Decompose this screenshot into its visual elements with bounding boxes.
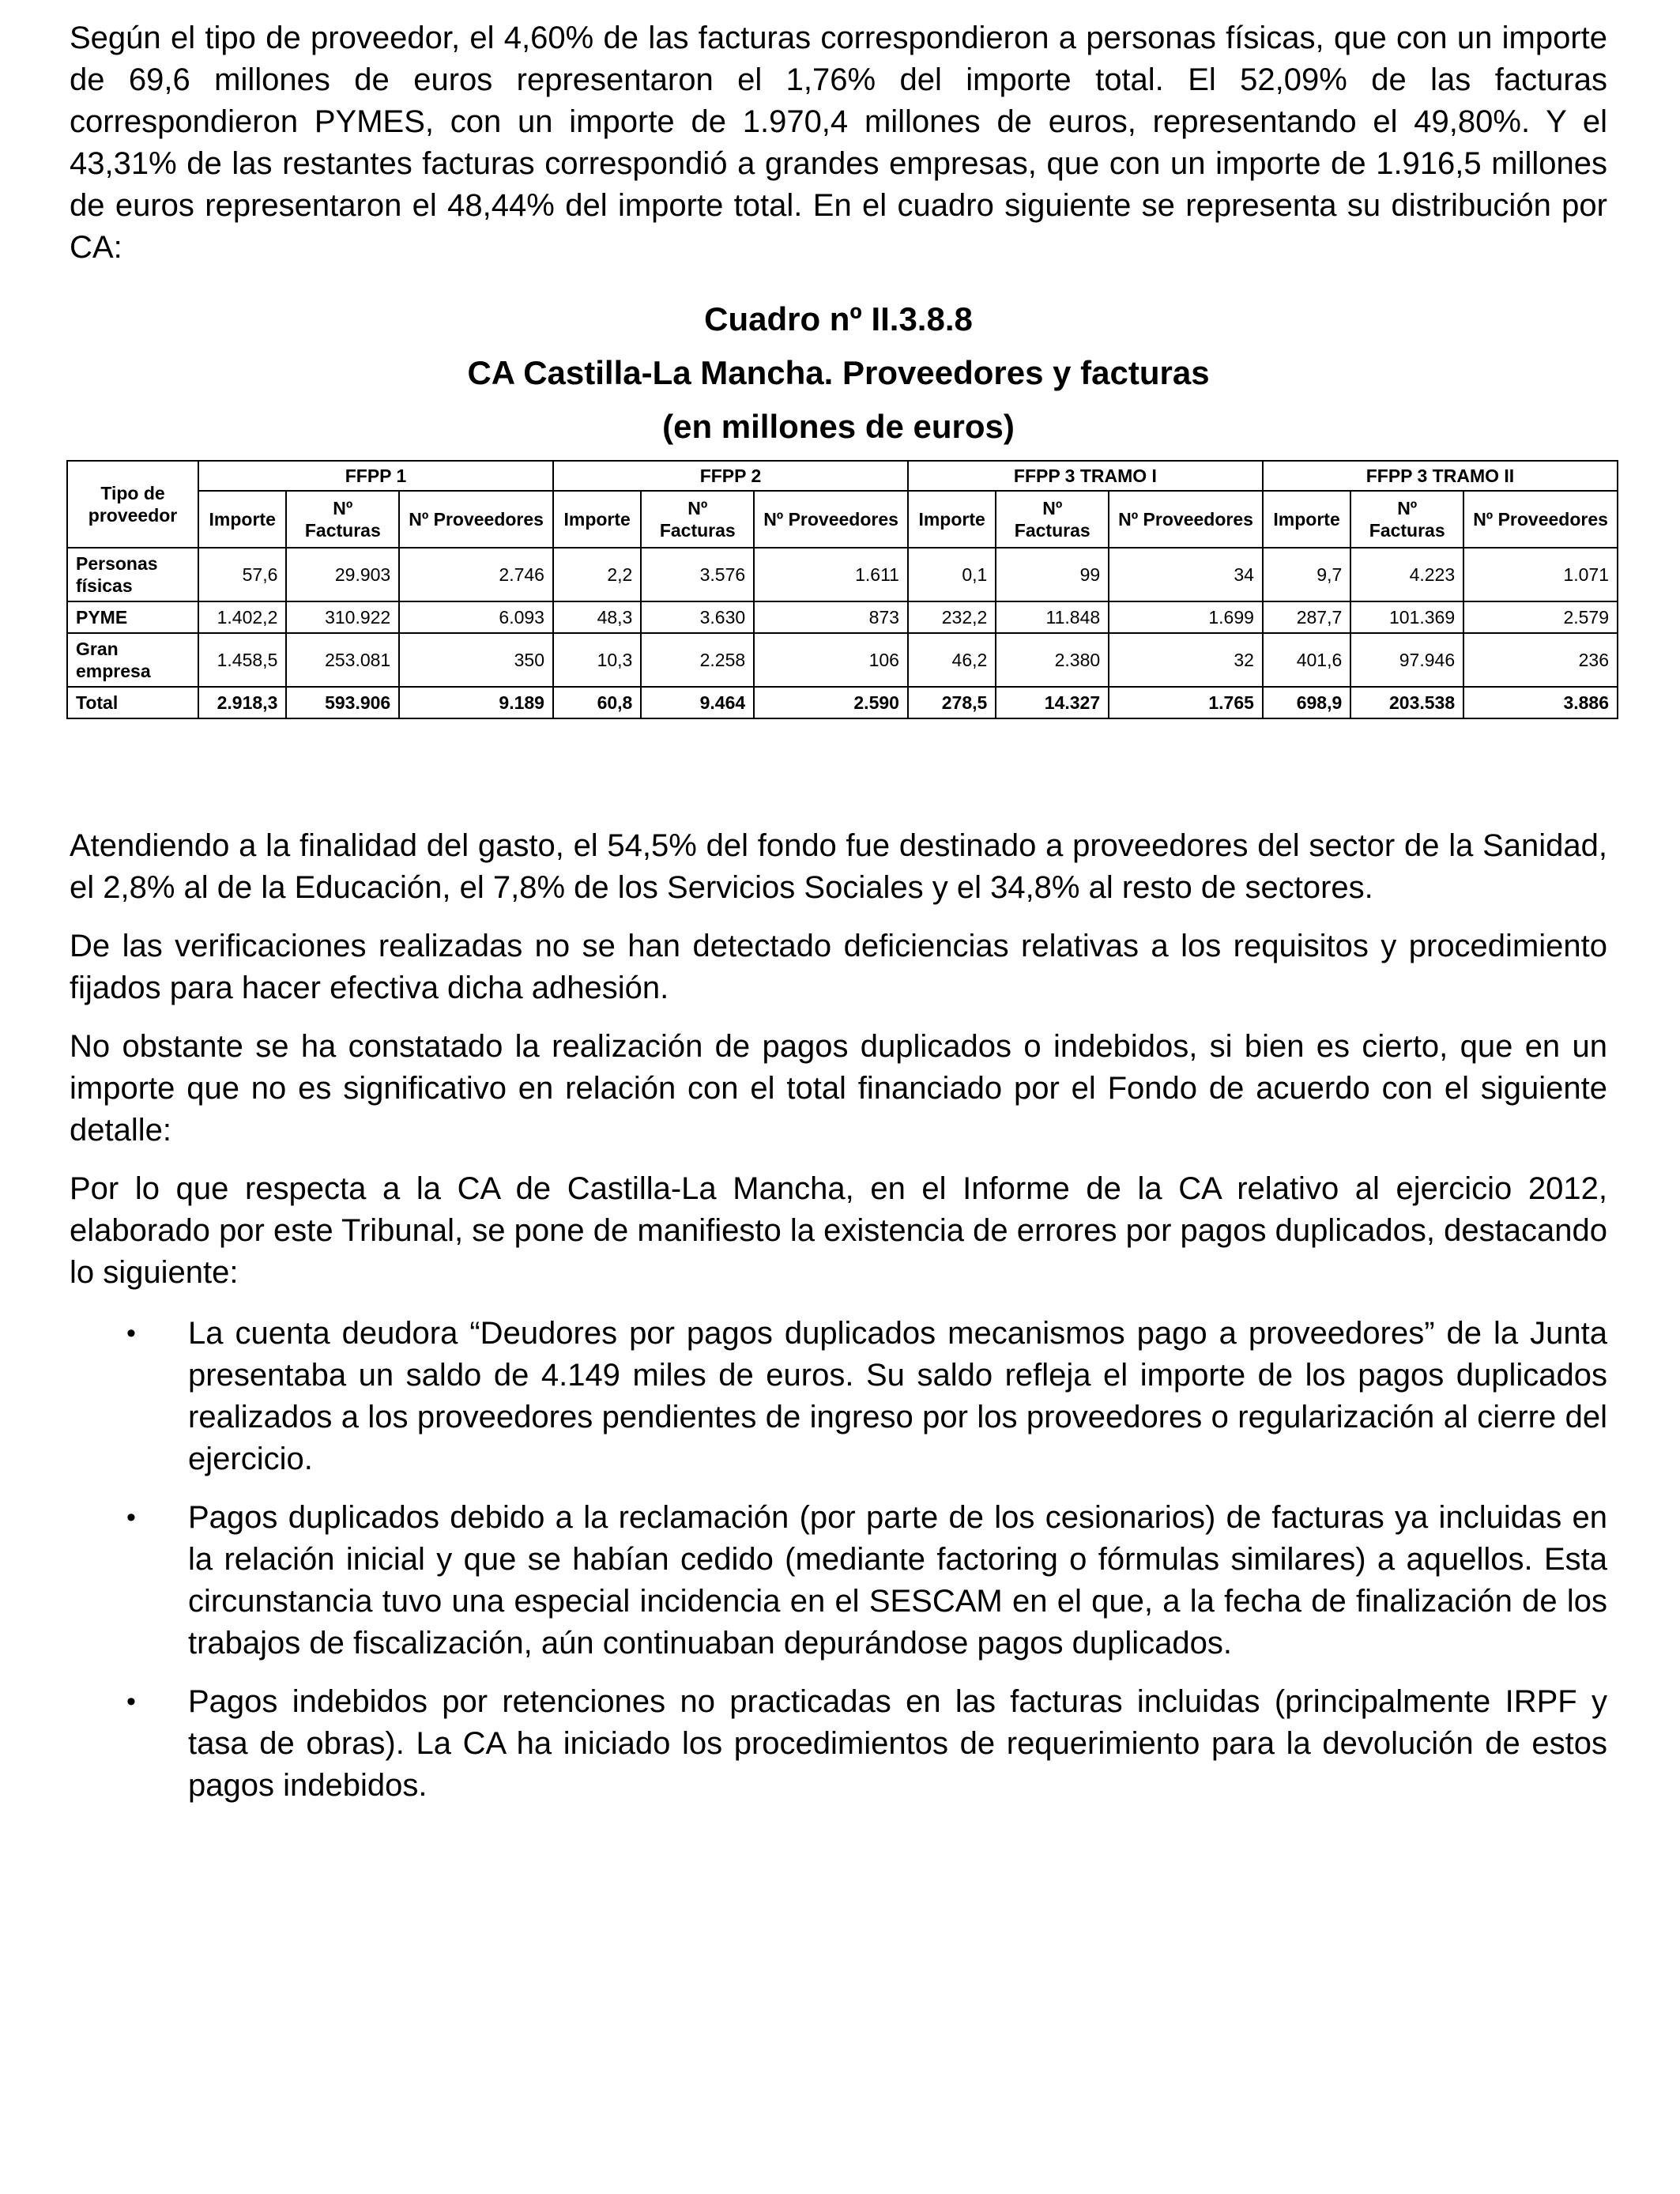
table-cell: 4.223 xyxy=(1350,548,1463,601)
table-cell: 1.699 xyxy=(1109,601,1263,633)
table-cell: 57,6 xyxy=(198,548,286,601)
row-label: Gran empresa xyxy=(67,633,198,687)
paragraph-castilla-la-mancha: Por lo que respecta a la CA de Castilla-La Mancha, en el Informe de la CA relativo al ejercicio 2012, elaborado por este Tribunal, se pone de manifiesto la existencia de errores por pagos duplicados, destacando lo siguiente: xyxy=(70,1171,1607,1290)
table-cell: 97.946 xyxy=(1350,633,1463,687)
table-cell: 232,2 xyxy=(908,601,996,633)
table-cell: 6.093 xyxy=(399,601,553,633)
table-cell: 60,8 xyxy=(553,687,641,718)
table-title-number: Cuadro nº II.3.8.8 xyxy=(704,300,973,337)
table-title-subject: CA Castilla-La Mancha. Proveedores y facturas xyxy=(467,354,1210,391)
bullet-icon: • xyxy=(126,1687,136,1717)
table-cell: 9.464 xyxy=(641,687,754,718)
list-item xyxy=(70,1681,1607,1807)
bullet-icon: • xyxy=(126,1318,136,1348)
table-cell: 287,7 xyxy=(1263,601,1350,633)
table-cell: 1.071 xyxy=(1463,548,1618,601)
list-item-text: Pagos indebidos por retenciones no practicadas en las facturas incluidas (principalmente IRPF y tasa de obras). La CA ha iniciado los procedimientos de requerimiento para la devolución de estos pagos indebidos. xyxy=(188,1684,1607,1803)
table-cell: 9.189 xyxy=(399,687,553,718)
table-cell: 2,2 xyxy=(553,548,641,601)
table-group-header-row xyxy=(67,461,1618,491)
subheader-proveedores: Nº Proveedores xyxy=(754,491,908,548)
table-cell: 3.886 xyxy=(1463,687,1618,718)
subheader-facturas: Nº Facturas xyxy=(286,491,399,548)
table-cell: 3.576 xyxy=(641,548,754,601)
row-header-cell: Tipo de proveedor xyxy=(67,461,198,548)
group-header-ffpp1: FFPP 1 xyxy=(198,461,553,491)
document-body-lower xyxy=(70,825,1607,1823)
table-cell: 350 xyxy=(399,633,553,687)
table-cell: 11.848 xyxy=(996,601,1109,633)
row-label: Total xyxy=(67,687,198,718)
table-cell: 9,7 xyxy=(1263,548,1350,601)
table-cell: 2.918,3 xyxy=(198,687,286,718)
subheader-facturas: Nº Facturas xyxy=(641,491,754,548)
subheader-facturas: Nº Facturas xyxy=(996,491,1109,548)
table-cell: 3.630 xyxy=(641,601,754,633)
table-cell: 1.402,2 xyxy=(198,601,286,633)
table-row xyxy=(67,548,1618,601)
table-cell: 593.906 xyxy=(286,687,399,718)
table-row xyxy=(67,633,1618,687)
table-cell: 29.903 xyxy=(286,548,399,601)
table-cell: 278,5 xyxy=(908,687,996,718)
subheader-importe: Importe xyxy=(198,491,286,548)
subheader-proveedores: Nº Proveedores xyxy=(1109,491,1263,548)
subheader-importe: Importe xyxy=(1263,491,1350,548)
paragraph-finalidad: Atendiendo a la finalidad del gasto, el 54,5% del fondo fue destinado a proveedores del sector de la Sanidad, el 2,8% al de la Educación, el 7,8% de los Servicios Sociales y el 34,8% al resto de sectores. xyxy=(70,828,1607,905)
table-cell: 34 xyxy=(1109,548,1263,601)
table-cell: 2.258 xyxy=(641,633,754,687)
list-item-text: La cuenta deudora “Deudores por pagos duplicados mecanismos pago a proveedores” de la Junta presentaba un saldo de 4.149 miles de euros. Su saldo refleja el importe de los pagos duplicados realizados a los proveedores pendientes de ingreso por los proveedores o regularización al cierre del ejercicio. xyxy=(188,1316,1607,1476)
intro-paragraph: Según el tipo de proveedor, el 4,60% de las facturas correspondieron a personas físicas, que con un importe de 69,6 millones de euros representaron el 1,76% del importe total. El 52,09% de las facturas correspondieron PYMES, con un importe de 1.970,4 millones de euros, representando el 49,80%. Y el 43,31% de las restantes facturas correspondió a grandes empresas, que con un importe de 1.916,5 millones de euros representaron el 48,44% del importe total. En el cuadro siguiente se representa su distribución por CA: xyxy=(70,21,1607,265)
table-cell: 2.579 xyxy=(1463,601,1618,633)
table-cell: 48,3 xyxy=(553,601,641,633)
table-cell: 253.081 xyxy=(286,633,399,687)
table-cell: 2.380 xyxy=(996,633,1109,687)
table-cell: 236 xyxy=(1463,633,1618,687)
list-item xyxy=(70,1497,1607,1664)
table-subheader-row xyxy=(67,491,1618,548)
paragraph-pagos-duplicados: No obstante se ha constatado la realización de pagos duplicados o indebidos, si bien es cierto, que en un importe que no es significativo en relación con el total financiado por el Fondo de acuerdo con el siguiente detalle: xyxy=(70,1029,1607,1148)
subheader-importe: Importe xyxy=(908,491,996,548)
table-row xyxy=(67,601,1618,633)
table-cell: 873 xyxy=(754,601,908,633)
table-cell: 10,3 xyxy=(553,633,641,687)
table-cell: 1.458,5 xyxy=(198,633,286,687)
subheader-facturas: Nº Facturas xyxy=(1350,491,1463,548)
group-header-ffpp3-tramo1: FFPP 3 TRAMO I xyxy=(908,461,1263,491)
table-cell: 14.327 xyxy=(996,687,1109,718)
table-title-units: (en millones de euros) xyxy=(662,408,1015,445)
table-cell: 2.746 xyxy=(399,548,553,601)
table-cell: 698,9 xyxy=(1263,687,1350,718)
group-header-ffpp3-tramo2: FFPP 3 TRAMO II xyxy=(1263,461,1618,491)
table-cell: 401,6 xyxy=(1263,633,1350,687)
paragraph-verificaciones: De las verificaciones realizadas no se han detectado deficiencias relativas a los requisitos y procedimiento fijados para hacer efectiva dicha adhesión. xyxy=(70,929,1607,1005)
table-cell: 46,2 xyxy=(908,633,996,687)
row-label: PYME xyxy=(67,601,198,633)
table-cell: 1.765 xyxy=(1109,687,1263,718)
table-cell: 1.611 xyxy=(754,548,908,601)
table-total-row xyxy=(67,687,1618,718)
table-cell: 203.538 xyxy=(1350,687,1463,718)
table-cell: 32 xyxy=(1109,633,1263,687)
subheader-importe: Importe xyxy=(553,491,641,548)
table-cell: 0,1 xyxy=(908,548,996,601)
table-cell: 99 xyxy=(996,548,1109,601)
list-item-text: Pagos duplicados debido a la reclamación (por parte de los cesionarios) de facturas ya incluidas en la relación inicial y que se habían cedido (mediante factoring o fórmulas similares) a aquellos. Esta circunstancia tuvo una especial incidencia en el SESCAM en el que, a la fecha de finalización de los trabajos de fiscalización, aún continuaban depurándose pagos duplicados. xyxy=(188,1500,1607,1661)
subheader-proveedores: Nº Proveedores xyxy=(1463,491,1618,548)
table-title xyxy=(70,292,1607,454)
providers-invoices-table xyxy=(66,460,1618,719)
list-item xyxy=(70,1313,1607,1480)
table-cell: 310.922 xyxy=(286,601,399,633)
bullet-icon: • xyxy=(126,1502,136,1532)
group-header-ffpp2: FFPP 2 xyxy=(553,461,908,491)
table-cell: 106 xyxy=(754,633,908,687)
table-cell: 101.369 xyxy=(1350,601,1463,633)
subheader-proveedores: Nº Proveedores xyxy=(399,491,553,548)
findings-list xyxy=(70,1313,1607,1807)
row-label: Personas físicas xyxy=(67,548,198,601)
document-page xyxy=(70,17,1607,454)
table-cell: 2.590 xyxy=(754,687,908,718)
